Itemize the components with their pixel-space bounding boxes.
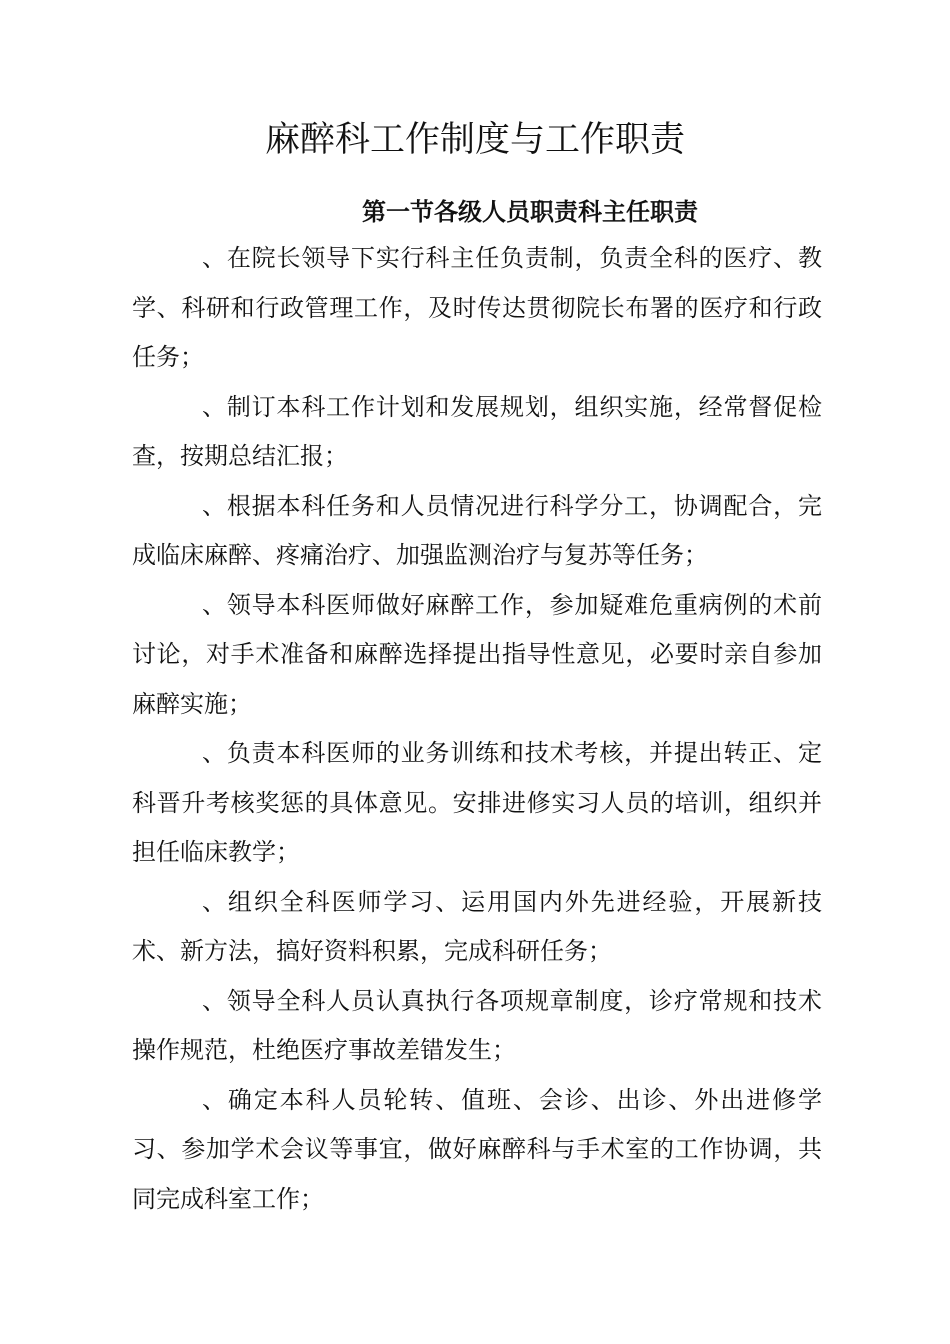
document-body: [132, 234, 822, 1224]
paragraph-7: 、领导全科人员认真执行各项规章制度，诊疗常规和技术操作规范，杜绝医疗事故差错发生；: [132, 986, 822, 1064]
paragraph-1: 、在院长领导下实行科主任负责制，负责全科的医疗、教学、科研和行政管理工作，及时传达贯彻院长布署的医疗和行政任务；: [132, 244, 822, 371]
paragraph-3: 、根据本科任务和人员情况进行科学分工，协调配合，完成临床麻醉、疼痛治疗、加强监测治疗与复苏等任务；: [132, 491, 822, 569]
section-heading: 第一节各级人员职责科主任职责: [362, 198, 698, 226]
paragraph-8: 、确定本科人员轮转、值班、会诊、出诊、外出进修学习、参加学术会议等事宜，做好麻醉科与手术室的工作协调，共同完成科室工作；: [132, 1085, 822, 1213]
paragraph-6: 、组织全科医师学习、运用国内外先进经验，开展新技术、新方法，搞好资料积累，完成科研任务；: [132, 887, 822, 965]
paragraph-5: 、负责本科医师的业务训练和技术考核，并提出转正、定科晋升考核奖惩的具体意见。安排进修实习人员的培训，组织并担任临床教学；: [132, 739, 822, 866]
document-title: 麻醉科工作制度与工作职责: [264, 120, 685, 160]
paragraph-2: 、制订本科工作计划和发展规划，组织实施，经常督促检查，按期总结汇报；: [132, 392, 822, 470]
paragraph-4: 、领导本科医师做好麻醉工作，参加疑难危重病例的术前讨论，对手术准备和麻醉选择提出指导性意见，必要时亲自参加麻醉实施；: [132, 590, 822, 718]
